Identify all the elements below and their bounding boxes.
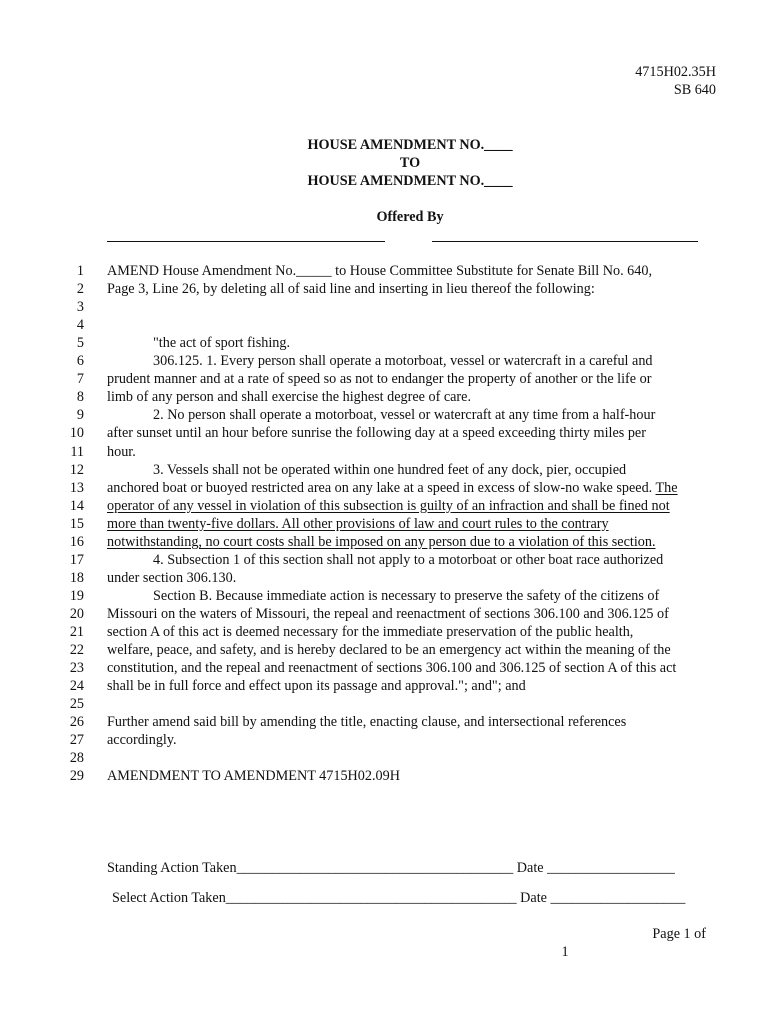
line-plain-text: anchored boat or buoyed restricted area on any lake at a speed in excess of slow-no wake speed. [107,479,653,496]
line-plain-text: Missouri on the waters of Missouri, the repeal and reenactment of sections 306.100 and 306.125 of [107,605,669,622]
line-plain-text: AMENDMENT TO AMENDMENT 4715H02.09H [107,768,400,785]
line-plain-text: section A of this act is deemed necessary for the immediate preservation of the public health, [107,624,634,640]
line-plain-text: prudent manner and at a rate of speed so as not to endanger the property of another or the life or [107,371,652,388]
line-number: 19 [69,587,84,604]
line-text [107,660,676,677]
underlined-inserted-text: operator of any vessel in violation of this subsection is guilty of an infraction and shall be fined not [107,497,670,514]
line-number: 16 [69,533,84,550]
bill-number: SB 640 [673,82,716,98]
line-text [107,516,609,533]
line-number: 5 [76,335,84,352]
line-plain-text: shall be in full force and effect upon its passage and approval."; and"; and [107,678,526,695]
underlined-inserted-text: more than twenty-five dollars. All other provisions of law and court rules to the contrary [107,515,609,532]
line-number: 15 [69,515,84,532]
line-text [107,263,652,280]
line-plain-text: constitution, and the repeal and reenactment of sections 306.100 and 306.125 of section A of this act [107,660,677,677]
line-number: 11 [70,443,84,460]
line-number: 4 [76,317,84,334]
line-text [107,570,236,587]
underlined-inserted-text: notwithstanding, no court costs shall be imposed on any person due to a violation of this section. [107,533,656,550]
line-number: 17 [69,551,84,568]
signature-line-left [107,241,385,242]
line-text [107,534,656,551]
line-plain-text: hour. [107,443,136,460]
line-text [107,732,177,749]
line-number: 29 [69,768,84,785]
line-number: 6 [76,353,84,370]
line-number: 21 [69,624,84,640]
line-plain-text: 3. Vessels shall not be operated within one hundred feet of any dock, pier, occupied [153,461,627,478]
line-number: 14 [69,497,84,514]
line-plain-text: limb of any person and shall exercise the highest degree of care. [107,389,472,406]
line-text [107,714,626,731]
line-number: 20 [69,605,84,622]
underlined-inserted-text: The [655,479,678,496]
title-line-1: HOUSE AMENDMENT NO.____ [307,137,513,153]
line-plain-text: "the act of sport fishing. [153,335,290,352]
line-number: 26 [69,714,84,731]
line-text [107,389,471,406]
line-text [107,678,526,695]
line-text [107,425,646,442]
line-text [107,606,669,623]
line-number: 12 [69,461,84,478]
line-text [107,281,595,298]
line-plain-text: after sunset until an hour before sunrise the following day at a speed exceeding thirty miles per [107,425,646,442]
select-action-taken: Select Action Taken_________________________________________ Date ___________________ [112,890,686,906]
title-line-3: HOUSE AMENDMENT NO.____ [307,173,513,189]
line-plain-text: Page 3, Line 26, by deleting all of said line and inserting in lieu thereof the following: [107,281,595,298]
line-text [107,768,400,785]
line-number: 7 [76,371,84,388]
line-text [107,371,651,388]
line-plain-text: welfare, peace, and safety, and is hereby declared to be an emergency act within the meaning of the [107,642,671,659]
title-line-2: TO [399,155,421,171]
line-number: 27 [69,732,84,749]
signature-line-right [432,241,698,242]
line-number: 25 [69,696,84,713]
line-plain-text: Further amend said bill by amending the title, enacting clause, and intersectional references [107,714,627,731]
line-number: 1 [76,263,84,279]
line-number: 13 [69,479,84,496]
line-number: 9 [76,407,84,424]
line-text [107,444,136,461]
document-id: 4715H02.35H [635,64,716,80]
line-plain-text: AMEND House Amendment No._____ to House Committee Substitute for Senate Bill No. 640, [107,263,652,279]
line-text [153,353,653,370]
line-number: 8 [76,389,84,406]
standing-action-taken: Standing Action Taken_______________________________________ Date __________________ [107,860,675,876]
line-plain-text: under section 306.130. [107,569,237,586]
line-text [153,462,626,479]
line-number: 28 [69,750,84,767]
line-text [107,624,633,641]
line-plain-text: 306.125. 1. Every person shall operate a motorboat, vessel or watercraft in a careful and [153,353,653,370]
line-plain-text: 2. No person shall operate a motorboat, vessel or watercraft at any time from a half-hour [153,407,656,424]
line-number: 22 [69,642,84,659]
line-number: 3 [76,299,84,316]
line-text [107,642,671,659]
line-text [153,335,290,352]
line-number: 24 [69,678,84,695]
line-text [153,552,663,569]
line-number: 10 [69,425,84,442]
line-plain-text: accordingly. [107,732,177,749]
page-number: 1 [561,944,569,960]
page-of-label: Page 1 of [652,926,706,942]
line-plain-text: 4. Subsection 1 of this section shall not apply to a motorboat or other boat race authorized [153,551,664,568]
line-number: 2 [76,281,84,298]
line-number: 23 [69,660,84,677]
line-text [107,498,670,515]
line-text [107,480,678,497]
line-plain-text: Section B. Because immediate action is necessary to preserve the safety of the citizens of [153,587,660,604]
line-text [153,588,659,605]
offered-by-label: Offered By [376,209,444,225]
line-text [153,407,655,424]
line-number: 18 [69,569,84,586]
